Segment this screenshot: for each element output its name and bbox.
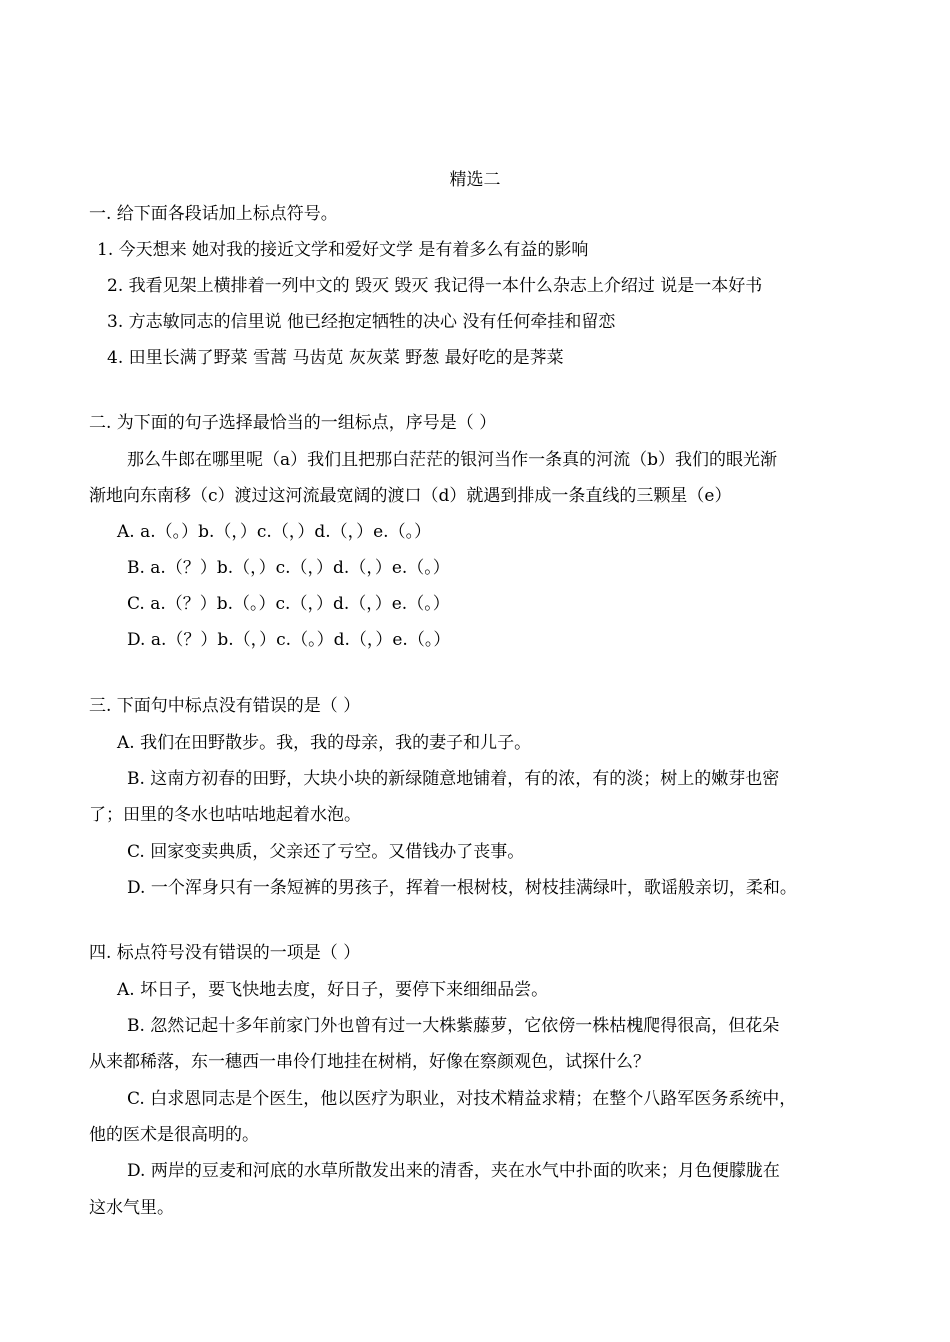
q4-option-a: A. 坏日子，要飞快地去度，好日子，要停下来细细品尝。 xyxy=(117,980,549,1000)
q4-option-c-line-2: 他的医术是很高明的。 xyxy=(89,1125,259,1145)
q3-option-d: D. 一个浑身只有一条短裤的男孩子，挥着一根树枝，树枝挂满绿叶，歌谣般亲切，柔和。 xyxy=(127,878,797,898)
q3-option-a: A. 我们在田野散步。我，我的母亲，我的妻子和儿子。 xyxy=(117,733,532,753)
q2-passage-line-2: 渐地向东南移（c）渡过这河流最宽阔的渡口（d）就遇到排成一条直线的三颗星（e） xyxy=(89,486,732,506)
q4-option-d-line-2: 这水气里。 xyxy=(89,1198,174,1218)
q2-option-d: D. a.（？）b.（，）c.（。）d.（，）e.（。） xyxy=(127,630,451,650)
q1-heading: 一. 给下面各段话加上标点符号。 xyxy=(89,204,338,224)
q2-option-a: A. a.（。）b.（，）c.（，）d.（，）e.（。） xyxy=(117,522,432,542)
q2-heading: 二. 为下面的句子选择最恰当的一组标点，序号是（ ） xyxy=(89,413,497,433)
q2-passage-line-1: 那么牛郎在哪里呢（a）我们且把那白茫茫的银河当作一条真的河流（b）我们的眼光渐 xyxy=(127,450,778,470)
q1-item-1: 1. 今天想来 她对我的接近文学和爱好文学 是有着多么有益的影响 xyxy=(97,240,589,260)
q1-item-3: 3. 方志敏同志的信里说 他已经抱定牺牲的决心 没有任何牵挂和留恋 xyxy=(107,312,616,332)
q4-option-c-line-1: C. 白求恩同志是个医生，他以医疗为职业，对技术精益求精；在整个八路军医务系统中， xyxy=(127,1089,797,1109)
q3-option-c: C. 回家变卖典质，父亲还了亏空。又借钱办了丧事。 xyxy=(127,842,525,862)
page-title: 精选二 xyxy=(449,170,501,190)
q3-option-b-line-1: B. 这南方初春的田野，大块小块的新绿随意地铺着，有的浓，有的淡；树上的嫩芽也密 xyxy=(127,769,780,789)
q4-option-b-line-1: B. 忽然记起十多年前家门外也曾有过一大株紫藤萝，它依傍一株枯槐爬得很高，但花朵 xyxy=(127,1016,780,1036)
q4-option-d-line-1: D. 两岸的豆麦和河底的水草所散发出来的清香，夹在水气中扑面的吹来；月色便朦胧在 xyxy=(127,1161,780,1181)
q4-heading: 四. 标点符号没有错误的一项是（ ） xyxy=(89,943,361,963)
q2-option-c: C. a.（？）b.（。）c.（，）d.（，）e.（。） xyxy=(127,594,450,614)
q1-item-2: 2. 我看见架上横排着一列中文的 毁灭 毁灭 我记得一本什么杂志上介绍过 说是一本好书 xyxy=(107,276,763,296)
q1-item-4: 4. 田里长满了野菜 雪蒿 马齿苋 灰灰菜 野葱 最好吃的是荠菜 xyxy=(107,348,564,368)
q3-heading: 三. 下面句中标点没有错误的是（ ） xyxy=(89,696,361,716)
q2-option-b: B. a.（？）b.（，）c.（，）d.（，）e.（。） xyxy=(127,558,450,578)
q3-option-b-line-2: 了；田里的冬水也咕咕地起着水泡。 xyxy=(89,805,361,825)
q4-option-b-line-2: 从来都稀落，东一穗西一串伶仃地挂在树梢，好像在察颜观色，试探什么？ xyxy=(89,1052,650,1072)
